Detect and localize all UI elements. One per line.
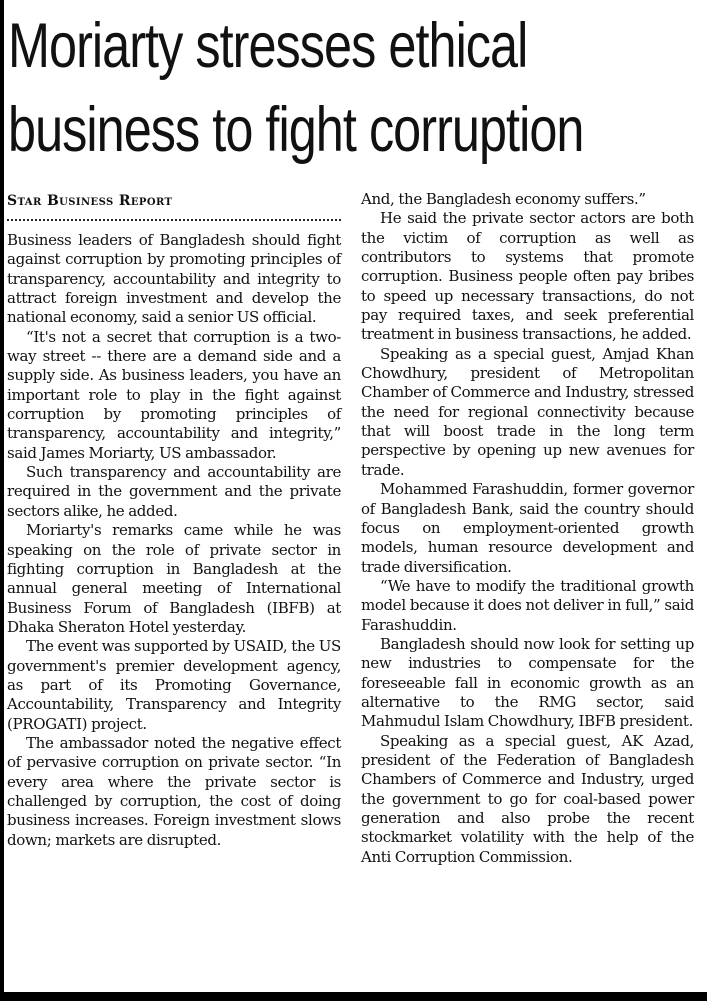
paragraph-9: Mohammed Farashuddin, former governor of Bangladesh Bank, said the country should focus on employment-oriented growth models, human resource development and trade diversification. <box>361 480 694 576</box>
paragraph-8: Speaking as a special guest, Amjad Khan Chowdhury, president of Metropolitan Chamber of Commerce and Industry, stressed the need for regional connectivity because that will boost trade in the long term perspective by opening up new avenues for trade. <box>361 344 694 479</box>
paragraph-3: Such transparency and accountability are required in the government and the private sectors alike, he added. <box>7 463 341 520</box>
paragraph-continuation: And, the Bangladesh economy suffers.” <box>361 190 646 208</box>
bottom-border-rule <box>0 992 707 1001</box>
headline-line-2: business to fight corruption <box>8 95 584 165</box>
paragraph-5: The event was supported by USAID, the US government's premier development agency, as part of its Promoting Governance, Accountability, Transparency and Integrity (PROGATI) project. <box>7 637 341 733</box>
right-column <box>361 190 694 867</box>
left-border-rule <box>0 0 4 1001</box>
left-column <box>7 192 341 850</box>
paragraph-1: Business leaders of Bangladesh should fight against corruption by promoting principles of transparency, accountability and integrity to attract foreign investment and develop the national economy, said a senior US official. <box>7 231 341 327</box>
paragraph-7: He said the private sector actors are both the victim of corruption as well as contributors to systems that promote corruption. Business people often pay bribes to speed up necessary transactions, do not pay required taxes, and seek preferential treatment in business transactions, he added. <box>361 209 694 344</box>
byline: Star Business Report <box>7 193 173 209</box>
paragraph-2: “It's not a secret that corruption is a two-way street -- there are a demand side and a supply side. As business leaders, you have an important role to play in the fight against corruption by promoting principles of transparency, accountability and integrity,” said James Moriarty, US ambassador. <box>7 327 341 462</box>
paragraph-11: Bangladesh should now look for setting up new industries to compensate for the foreseeable fall in economic growth as an alternative to the RMG sector, said Mahmudul Islam Chowdhury, IBFB president. <box>361 634 694 731</box>
headline-line-1: Moriarty stresses ethical <box>8 11 528 81</box>
headline <box>8 4 584 172</box>
dotted-divider <box>7 213 341 221</box>
paragraph-6: The ambassador noted the negative effect of pervasive corruption on private sector. “In every area where the private sector is challenged by corruption, the cost of doing business increases. Foreign investment slows down; markets are disrupted. <box>7 733 341 849</box>
paragraph-10: “We have to modify the traditional growth model because it does not deliver in full,” said Farashuddin. <box>361 576 694 634</box>
paragraph-4: Moriarty's remarks came while he was speaking on the role of private sector in fighting corruption in Bangladesh at the annual general meeting of International Business Forum of Bangladesh (IBFB) at Dhaka Sheraton Hotel yesterday. <box>7 521 341 636</box>
paragraph-12: Speaking as a special guest, AK Azad, president of the Federation of Bangladesh Chambers of Commerce and Industry, urged the government to go for coal-based power generation and also probe the recent stockmarket volatility with the help of the Anti Corruption Commission. <box>361 731 694 866</box>
